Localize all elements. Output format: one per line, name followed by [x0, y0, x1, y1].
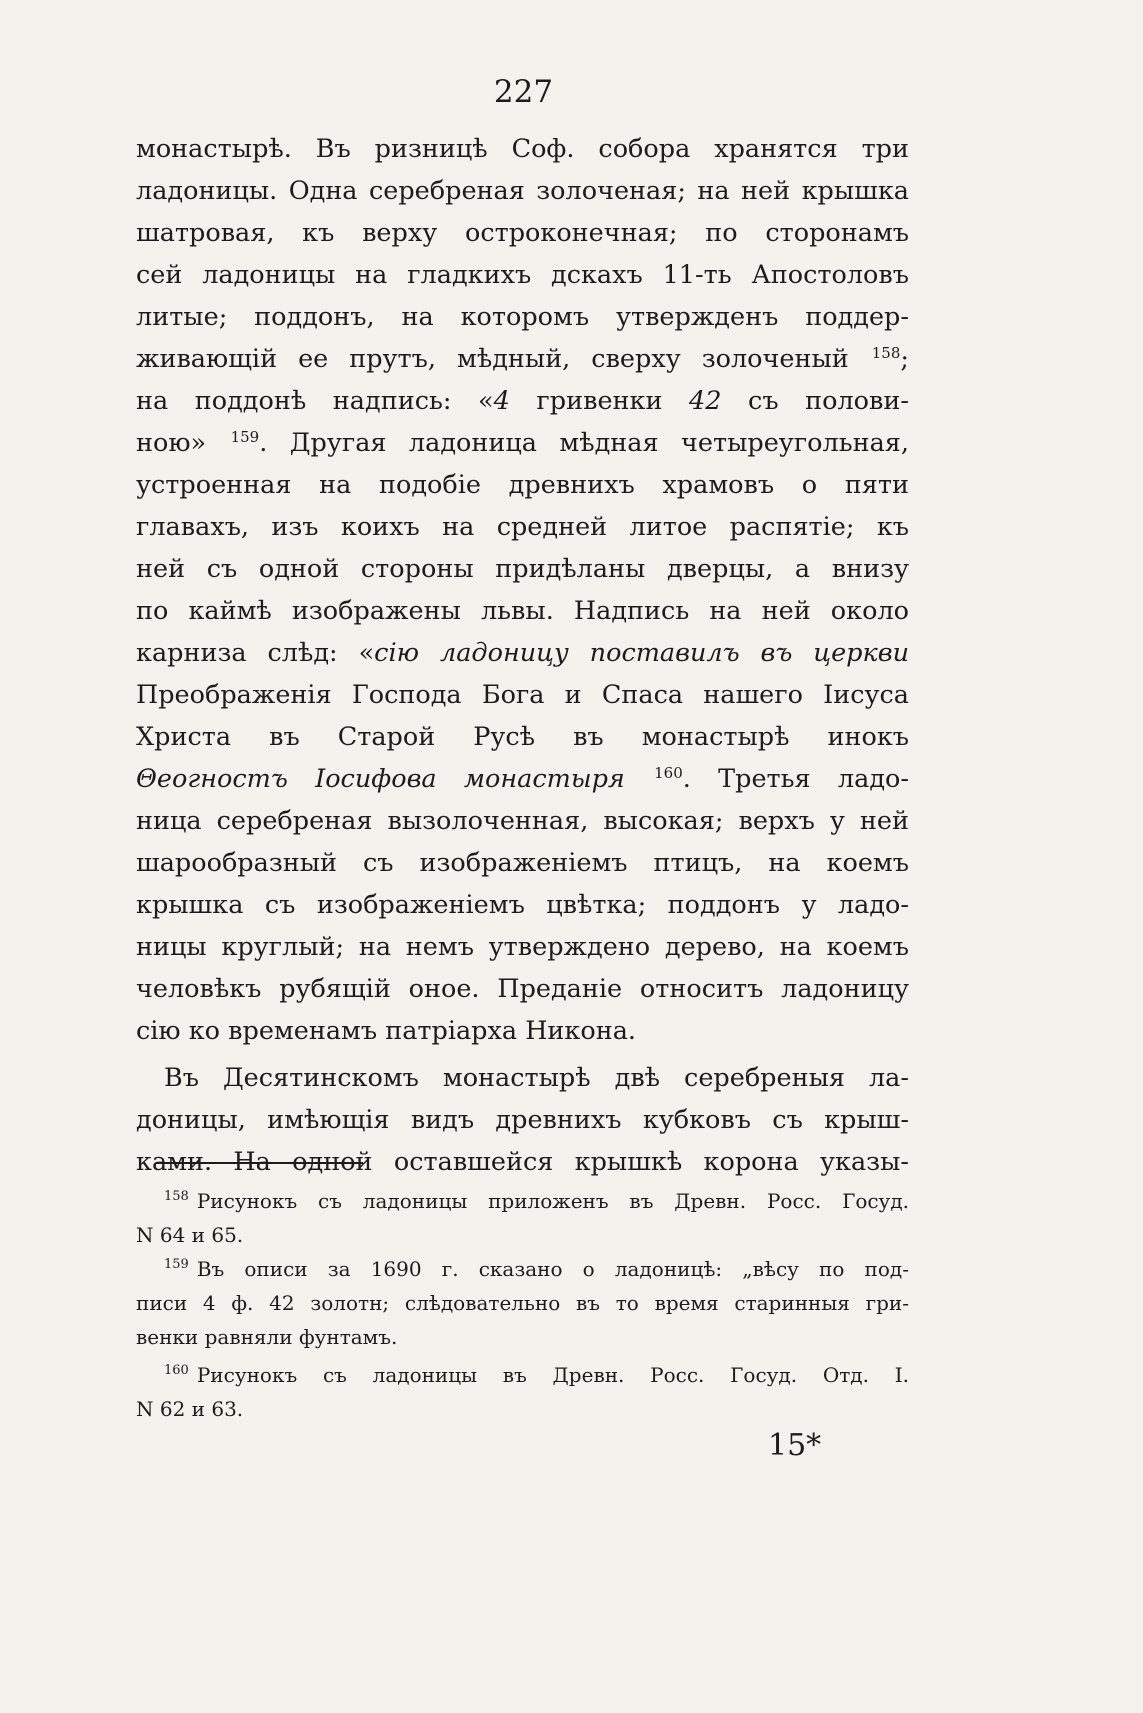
text-line: доницы, имѣющiя видъ древнихъ кубковъ съ крыш-	[136, 1105, 909, 1135]
signature-mark: 15*	[768, 1428, 822, 1463]
text-line: ней съ одной стороны придѣланы дверцы, а внизу	[136, 554, 909, 584]
footnote-divider	[156, 1162, 363, 1164]
text-line: по каймѣ изображены львы. Надпись на ней около	[136, 596, 909, 626]
italic-number: 4	[493, 386, 510, 416]
text-line: ками. На одной оставшейся крышкѣ корона указы-	[136, 1147, 909, 1177]
text-line: литые; поддонъ, на которомъ утвержденъ поддер-	[136, 302, 909, 332]
italic-quote: Θеогностъ Iосифова монастыря	[136, 764, 625, 794]
footnote-158	[136, 1184, 909, 1218]
footnote-number: 160	[164, 1363, 189, 1379]
footnote-text: Рисунокъ съ ладоницы приложенъ въ Древн. Росс. Госуд.	[196, 1189, 909, 1213]
text-line: ладоницы. Одна серебреная золоченая; на ней крышка	[136, 176, 909, 206]
text-line	[136, 338, 909, 380]
text-line: сей ладоницы на гладкихъ дскахъ 11-ть Апостоловъ	[136, 260, 909, 290]
footnote-ref-160: 160	[654, 763, 683, 782]
italic-quote: сiю ладоницу поставилъ въ церкви	[374, 638, 909, 668]
italic-number: 42	[689, 386, 722, 416]
text-line: ница серебреная вызолоченная, высокая; верхъ у ней	[136, 806, 909, 836]
text-span: живающiй ее прутъ, мѣдный, сверху золоченый	[136, 344, 849, 374]
text-line-paragraph-start: Въ Десятинскомъ монастырѣ двѣ серебреныя ла-	[164, 1063, 909, 1093]
text-line	[136, 422, 909, 464]
text-span: съ полови-	[721, 386, 909, 416]
italic-quote-line: Христа въ Старой Русѣ въ монастырѣ инокъ	[136, 722, 909, 752]
text-line: монастырѣ. Въ ризницѣ Соф. собора хранятся три	[136, 134, 909, 164]
footnote-160	[136, 1358, 909, 1392]
text-line: шарообразный съ изображенiемъ птицъ, на коемъ	[136, 848, 909, 878]
text-line: человѣкъ рубящiй оное. Преданiе относитъ ладоницу	[136, 974, 909, 1004]
footnote-159-cont: венки равняли фунтамъ.	[136, 1325, 398, 1349]
footnote-ref-159: 159	[230, 427, 260, 446]
text-line-paragraph-end: сiю ко временамъ патрiарха Никона.	[136, 1016, 637, 1046]
text-line	[136, 758, 909, 800]
main-text	[136, 128, 909, 1183]
footnote-159	[136, 1252, 909, 1286]
footnote-text: Въ описи за 1690 г. сказано о ладоницѣ: „вѣсу по под-	[196, 1257, 909, 1281]
text-line: крышка съ изображенiемъ цвѣтка; поддонъ у ладо-	[136, 890, 909, 920]
footnote-158-cont: N 64 и 65.	[136, 1223, 244, 1247]
text-line: устроенная на подобiе древнихъ храмовъ о пяти	[136, 470, 909, 500]
footnote-number: 158	[164, 1189, 189, 1205]
text-line	[136, 380, 909, 422]
footnote-160-cont: N 62 и 63.	[136, 1397, 244, 1421]
text-span: . Третья ладо-	[682, 764, 909, 794]
italic-quote-line: Преображенiя Господа Бога и Спаса нашего Iисуса	[136, 680, 909, 710]
text-span: ;	[900, 344, 909, 374]
text-line: шатровая, къ верху остроконечная; по сторонамъ	[136, 218, 909, 248]
footnotes	[136, 1184, 909, 1426]
footnote-ref-158: 158	[871, 343, 901, 362]
footnote-159-cont: писи 4 ф. 42 золотн; слѣдовательно въ то время старинныя гри-	[136, 1291, 909, 1315]
footnote-number: 159	[164, 1257, 189, 1273]
text-span: гривенки	[509, 386, 690, 416]
text-span: карниза слѣд: «	[136, 638, 375, 668]
text-span: . Другая ладоница мѣдная четыреугольная,	[259, 428, 909, 458]
text-line: главахъ, изъ коихъ на средней литое распятiе; къ	[136, 512, 909, 542]
text-span: на поддонѣ надпись: «	[136, 386, 494, 416]
footnote-text: Рисунокъ съ ладоницы въ Древн. Росс. Госуд. Отд. I.	[196, 1363, 909, 1387]
text-line	[136, 632, 909, 674]
page-number: 227	[493, 74, 554, 110]
text-span: ною»	[136, 428, 207, 458]
text-line: ницы круглый; на немъ утверждено дерево, на коемъ	[136, 932, 909, 962]
